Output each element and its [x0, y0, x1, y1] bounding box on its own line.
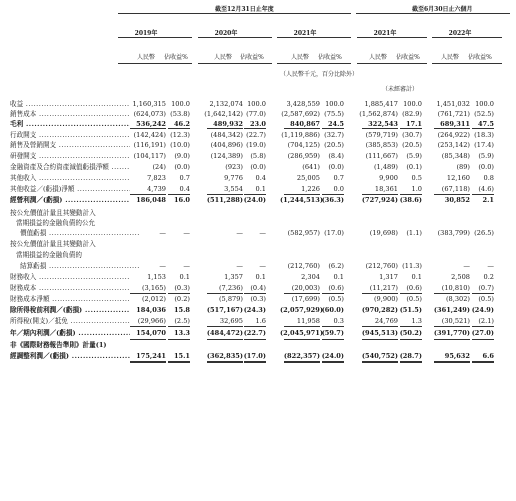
cell-amount: 1,153 [147, 273, 166, 281]
cell-amount: (212,760) [287, 262, 320, 270]
row-label: 財務成本 ..... [10, 284, 130, 293]
cell-amount: (30,521) [441, 317, 470, 325]
row-label: 當期損益的金融負債的 [16, 251, 82, 259]
row-label: 其他收益／(虧損)淨額 ..... [10, 185, 130, 194]
row-label: 金融資產及合約資產減值虧損淨額 ..... [10, 163, 130, 172]
cell-percentage: 15.8 [173, 306, 190, 314]
cell-amount: (67,118) [441, 185, 470, 193]
cell-amount: 4,739 [147, 185, 166, 193]
subtotal-rule [472, 361, 494, 363]
cell-amount: (3,165) [141, 284, 166, 292]
subtotal-rule [244, 293, 266, 294]
cell-percentage: — [259, 262, 266, 270]
cell-amount: 2,132,074 [209, 100, 243, 108]
cell-amount: 1,317 [379, 273, 398, 281]
subtotal-rule [244, 326, 266, 327]
cell-amount: (253,142) [437, 141, 470, 149]
year-header: 2019年 [134, 30, 158, 37]
period-header-interim: 截至6月30日止六個月 [412, 6, 473, 13]
cell-amount: — [159, 262, 166, 270]
column-header-pct: 佔收益% [468, 54, 492, 61]
subtotal-rule [322, 194, 344, 195]
cell-amount: (517,167) [206, 306, 243, 314]
column-header-pct: 佔收益% [240, 54, 264, 61]
row-label: 行政開支 ..... [10, 131, 130, 140]
subtotal-rule [434, 293, 470, 294]
cell-percentage: (24.0) [321, 352, 344, 360]
row-label: 按公允價值計量且其變動計入 [10, 209, 96, 217]
cell-amount: (540,752) [361, 352, 398, 360]
cell-percentage: 0.3 [333, 317, 344, 325]
column-header-pct: 佔收益% [164, 54, 188, 61]
year-header: 2021年 [373, 30, 397, 37]
cell-amount: (383,799) [437, 229, 470, 237]
cell-amount: (361,249) [433, 306, 470, 314]
cell-amount: 489,932 [213, 120, 243, 128]
cell-amount: (104,117) [133, 152, 166, 160]
cell-amount: 25,005 [296, 174, 320, 182]
cell-amount: (511,288) [206, 196, 243, 204]
cell-percentage: (24.9) [471, 306, 494, 314]
cell-amount: 2,304 [301, 273, 320, 281]
subtotal-rule [400, 339, 422, 340]
cell-percentage: (19.0) [246, 141, 266, 149]
subtotal-rule [130, 339, 166, 340]
cell-percentage: (5.8) [250, 152, 266, 160]
cell-percentage: (28.7) [399, 352, 422, 360]
column-header-rule [432, 63, 502, 64]
row-label: 結算虧損 ..... [20, 262, 140, 271]
cell-amount: 7,823 [147, 174, 166, 182]
cell-percentage: — [259, 229, 266, 237]
cell-percentage: (0.2) [174, 295, 190, 303]
row-label: 按公允價值計量且其變動計入 [10, 240, 96, 248]
subtotal-rule [130, 194, 166, 195]
cell-amount: 536,242 [136, 120, 166, 128]
column-header-pct: 佔收益% [396, 54, 420, 61]
cell-percentage: (82.9) [402, 110, 422, 118]
row-label: 所得稅(開支)／抵免 ..... [10, 317, 130, 326]
cell-amount: (582,957) [287, 229, 320, 237]
cell-amount: (362,835) [206, 352, 243, 360]
subtotal-rule [168, 293, 190, 294]
cell-percentage: (36.3) [321, 196, 344, 204]
subtotal-rule [362, 293, 398, 294]
cell-percentage: 1.6 [255, 317, 266, 325]
cell-percentage: (12.3) [170, 131, 190, 139]
cell-amount: (822,357) [283, 352, 320, 360]
cell-percentage: (20.5) [324, 141, 344, 149]
cell-percentage: (75.5) [324, 110, 344, 118]
cell-amount: (11,217) [369, 284, 398, 292]
cell-amount: 1,160,315 [132, 100, 166, 108]
subtotal-rule [168, 194, 190, 195]
cell-amount: (484,342) [210, 131, 243, 139]
cell-amount: — [236, 262, 243, 270]
cell-amount: (1,562,874) [359, 110, 398, 118]
cell-amount: (7,236) [218, 284, 243, 292]
cell-amount: (761,721) [437, 110, 470, 118]
subtotal-rule [130, 293, 166, 294]
cell-amount: 689,311 [440, 120, 470, 128]
cell-percentage: (30.7) [402, 131, 422, 139]
cell-amount: 30,852 [444, 196, 470, 204]
cell-percentage: (0.0) [328, 163, 344, 171]
subtotal-rule [472, 194, 494, 195]
row-label: 研發開支 ..... [10, 152, 130, 161]
cell-percentage: 0.1 [255, 185, 266, 193]
cell-percentage: (24.3) [243, 306, 266, 314]
cell-amount: (8,302) [445, 295, 470, 303]
cell-amount: (704,125) [287, 141, 320, 149]
cell-amount: (1,119,886) [281, 131, 320, 139]
cell-percentage: 17.1 [405, 120, 422, 128]
column-header-rmb: 人民幣 [440, 54, 460, 61]
cell-amount: 840,867 [290, 120, 320, 128]
cell-percentage: 23.0 [249, 120, 266, 128]
cell-percentage: (0.3) [174, 284, 190, 292]
row-label: 當期損益的金融負債的公允 [16, 219, 96, 227]
year-header: 2020年 [214, 30, 238, 37]
subtotal-rule [322, 361, 344, 363]
cell-percentage: (22.7) [243, 329, 266, 337]
row-label: 銷售成本 ..... [10, 110, 130, 119]
cell-amount: (85,348) [441, 152, 470, 160]
column-header-rule [118, 63, 192, 64]
row-label: 其他收入 ..... [10, 174, 130, 183]
cell-percentage: (50.2) [399, 329, 422, 337]
cell-amount: (970,282) [361, 306, 398, 314]
subtotal-rule [244, 361, 266, 363]
year-rule [118, 37, 192, 38]
subtotal-rule [434, 194, 470, 195]
row-label: 經營利潤／(虧損) ..... [10, 196, 130, 205]
cell-amount: (2,012) [141, 295, 166, 303]
cell-percentage: (0.0) [174, 163, 190, 171]
cell-amount: (24) [152, 163, 166, 171]
row-label: 價值虧損 ..... [20, 229, 140, 238]
cell-percentage: (2.1) [478, 317, 494, 325]
cell-percentage: (0.6) [328, 284, 344, 292]
cell-percentage: 15.1 [173, 352, 190, 360]
cell-amount: (212,760) [365, 262, 398, 270]
subtotal-rule [472, 339, 494, 340]
column-header-rmb: 人民幣 [368, 54, 388, 61]
column-header-rmb: 人民幣 [213, 54, 233, 61]
cell-amount: (385,853) [365, 141, 398, 149]
cell-percentage: 0.8 [483, 174, 494, 182]
cell-amount: (2,057,929) [280, 306, 323, 314]
cell-percentage: (22.7) [246, 131, 266, 139]
cell-amount: (264,922) [437, 131, 470, 139]
cell-percentage: (2.5) [174, 317, 190, 325]
row-label: 毛利 ..... [10, 120, 130, 129]
cell-amount: 154,070 [136, 329, 166, 337]
row-label: 收益 ..... [10, 100, 130, 109]
cell-percentage: (9.0) [174, 152, 190, 160]
cell-amount: 1,451,032 [436, 100, 470, 108]
cell-amount: 184,036 [136, 306, 166, 314]
cell-percentage: (4.6) [478, 185, 494, 193]
subtotal-rule [284, 194, 320, 195]
subtotal-rule [168, 361, 190, 363]
cell-percentage: 0.1 [255, 273, 266, 281]
subtotal-rule [207, 194, 243, 195]
year-header: 2022年 [448, 30, 472, 37]
cell-percentage: (32.7) [324, 131, 344, 139]
cell-percentage: 0.1 [179, 273, 190, 281]
row-label: 財務收入 ..... [10, 273, 130, 282]
row-label: 銷售及營銷開支 ..... [10, 141, 130, 150]
cell-amount: 322,543 [368, 120, 398, 128]
cell-percentage: 2.1 [482, 196, 494, 204]
cell-amount: 1,885,417 [364, 100, 398, 108]
cell-amount: (2,587,692) [281, 110, 320, 118]
subtotal-rule [362, 361, 398, 363]
column-header-rmb: 人民幣 [136, 54, 156, 61]
cell-percentage: (0.5) [328, 295, 344, 303]
cell-percentage: (8.4) [328, 152, 344, 160]
column-header-rule [277, 63, 351, 64]
cell-amount: (10,810) [441, 284, 470, 292]
cell-percentage: 0.0 [333, 185, 344, 193]
subtotal-rule [400, 194, 422, 195]
cell-percentage: 100.0 [247, 100, 266, 108]
cell-percentage: 100.0 [171, 100, 190, 108]
unit-note: （人民幣千元，百分比除外） [280, 71, 359, 78]
cell-percentage: (53.8) [170, 110, 190, 118]
year-rule [432, 37, 502, 38]
cell-amount: (89) [456, 163, 470, 171]
cell-amount: 3,428,559 [286, 100, 320, 108]
cell-amount: 12,160 [446, 174, 470, 182]
cell-percentage: — [487, 262, 494, 270]
cell-percentage: (27.0) [471, 329, 494, 337]
cell-amount: (19,698) [369, 229, 398, 237]
subtotal-rule [207, 326, 243, 327]
subtotal-rule [130, 326, 166, 327]
subtotal-rule [207, 293, 243, 294]
cell-percentage: (20.5) [402, 141, 422, 149]
cell-percentage: (0.3) [250, 295, 266, 303]
cell-amount: 175,241 [136, 352, 166, 360]
cell-amount: (391,770) [433, 329, 470, 337]
cell-percentage: 46.2 [173, 120, 190, 128]
cell-amount: (1,489) [373, 163, 398, 171]
cell-amount: (727,924) [361, 196, 398, 204]
year-rule [277, 37, 351, 38]
cell-percentage: (0.1) [406, 163, 422, 171]
subtotal-rule [322, 293, 344, 294]
cell-percentage: (51.5) [399, 306, 422, 314]
cell-percentage: 0.2 [483, 273, 494, 281]
cell-percentage: (59.7) [321, 329, 344, 337]
cell-percentage: 0.5 [411, 174, 422, 182]
cell-amount: (923) [225, 163, 243, 171]
cell-amount: (579,719) [365, 131, 398, 139]
subtotal-rule [207, 361, 243, 363]
cell-amount: — [159, 229, 166, 237]
subtotal-rule [284, 293, 320, 294]
subtotal-rule [130, 361, 166, 363]
cell-percentage: (52.5) [474, 110, 494, 118]
cell-percentage: (18.3) [474, 131, 494, 139]
cell-percentage: — [183, 262, 190, 270]
cell-percentage: (5.9) [406, 152, 422, 160]
cell-percentage: (17.0) [324, 229, 344, 237]
cell-percentage: (0.7) [478, 284, 494, 292]
cell-percentage: (0.0) [478, 163, 494, 171]
cell-percentage: (6.2) [328, 262, 344, 270]
column-header-rule [357, 63, 427, 64]
cell-percentage: (38.6) [399, 196, 422, 204]
subtotal-rule [400, 293, 422, 294]
cell-amount: (1,642,142) [204, 110, 243, 118]
cell-amount: (20,003) [291, 284, 320, 292]
cell-amount: (111,667) [365, 152, 398, 160]
cell-amount: 9,776 [224, 174, 243, 182]
period-rule-annual [118, 13, 351, 14]
cell-amount: (286,959) [287, 152, 320, 160]
cell-amount: 32,695 [219, 317, 243, 325]
cell-percentage: (17.0) [243, 352, 266, 360]
cell-amount: 2,508 [451, 273, 470, 281]
year-rule [357, 37, 427, 38]
cell-percentage: 100.0 [325, 100, 344, 108]
cell-amount: (124,389) [210, 152, 243, 160]
cell-amount: (624,073) [133, 110, 166, 118]
cell-amount: (142,424) [133, 131, 166, 139]
cell-percentage: (0.5) [478, 295, 494, 303]
cell-percentage: (0.0) [250, 163, 266, 171]
cell-percentage: (0.6) [406, 284, 422, 292]
cell-amount: 95,632 [444, 352, 470, 360]
cell-percentage: (1.1) [406, 229, 422, 237]
cell-percentage: 100.0 [403, 100, 422, 108]
cell-amount: — [236, 229, 243, 237]
subtotal-rule [244, 194, 266, 195]
column-header-rule [198, 63, 272, 64]
cell-amount: 186,048 [136, 196, 166, 204]
period-rule-interim [356, 13, 510, 14]
row-label: 財務成本淨額 ..... [10, 295, 130, 304]
cell-amount: — [463, 262, 470, 270]
subtotal-rule [400, 361, 422, 363]
subtotal-rule [207, 339, 243, 340]
cell-amount: (29,966) [137, 317, 166, 325]
cell-percentage: — [183, 229, 190, 237]
column-header-rmb: 人民幣 [290, 54, 310, 61]
cell-percentage: 0.1 [411, 273, 422, 281]
subtotal-rule [400, 326, 422, 327]
cell-percentage: 0.7 [333, 174, 344, 182]
subtotal-rule [434, 339, 470, 340]
unaudited-note: （未經審計） [382, 86, 419, 93]
cell-percentage: (0.4) [250, 284, 266, 292]
subtotal-rule [434, 326, 470, 327]
cell-percentage: (26.5) [474, 229, 494, 237]
cell-amount: (484,472) [206, 329, 243, 337]
subtotal-rule [362, 326, 398, 327]
cell-percentage: (10.0) [170, 141, 190, 149]
cell-amount: (404,896) [210, 141, 243, 149]
subtotal-rule [284, 326, 320, 327]
subtotal-rule [284, 339, 320, 340]
subtotal-rule [284, 361, 320, 363]
subtotal-rule [362, 339, 398, 340]
period-header-annual: 截至12月31日止年度 [215, 6, 274, 13]
cell-percentage: (11.3) [402, 262, 422, 270]
row-label: 非《國際財務報告準則》計量(1) [10, 341, 107, 349]
subtotal-rule [244, 339, 266, 340]
subtotal-rule [472, 326, 494, 327]
cell-percentage: (0.5) [406, 295, 422, 303]
cell-percentage: 100.0 [475, 100, 494, 108]
cell-percentage: 47.5 [477, 120, 494, 128]
subtotal-rule [434, 361, 470, 363]
cell-percentage: 1.0 [411, 185, 422, 193]
row-label: 年／期內利潤／(虧損) ..... [10, 329, 130, 338]
cell-amount: 18,361 [374, 185, 398, 193]
cell-amount: 3,554 [224, 185, 243, 193]
cell-amount: (641) [302, 163, 320, 171]
cell-percentage: (60.0) [321, 306, 344, 314]
cell-percentage: (77.0) [246, 110, 266, 118]
cell-percentage: 16.0 [173, 196, 190, 204]
subtotal-rule [362, 194, 398, 195]
column-header-pct: 佔收益% [318, 54, 342, 61]
cell-amount: 24,769 [374, 317, 398, 325]
subtotal-rule [168, 326, 190, 327]
cell-percentage: 0.4 [255, 174, 266, 182]
cell-percentage: 1.3 [411, 317, 422, 325]
cell-amount: 1,357 [224, 273, 243, 281]
row-label: 經調整利潤／(虧損) ..... [10, 352, 130, 361]
cell-amount: 11,958 [296, 317, 320, 325]
cell-amount: (945,513) [361, 329, 398, 337]
cell-percentage: 6.6 [482, 352, 494, 360]
row-label: 除所得稅前利潤／(虧損) ..... [10, 306, 130, 315]
cell-percentage: 0.1 [333, 273, 344, 281]
cell-amount: (17,699) [291, 295, 320, 303]
cell-percentage: 0.7 [179, 174, 190, 182]
subtotal-rule [322, 326, 344, 327]
cell-amount: 9,900 [379, 174, 398, 182]
year-header: 2021年 [293, 30, 317, 37]
cell-amount: (5,879) [218, 295, 243, 303]
cell-amount: (2,045,971) [280, 329, 323, 337]
cell-amount: (9,900) [373, 295, 398, 303]
cell-percentage: (17.4) [474, 141, 494, 149]
subtotal-rule [322, 339, 344, 340]
cell-percentage: (5.9) [478, 152, 494, 160]
cell-percentage: (24.0) [243, 196, 266, 204]
subtotal-rule [472, 293, 494, 294]
cell-percentage: 13.3 [173, 329, 190, 337]
cell-amount: (116,191) [133, 141, 166, 149]
cell-amount: 1,226 [301, 185, 320, 193]
cell-percentage: 0.4 [179, 185, 190, 193]
cell-percentage: 24.5 [327, 120, 344, 128]
cell-amount: (1,244,513) [280, 196, 323, 204]
subtotal-rule [168, 339, 190, 340]
year-rule [198, 37, 272, 38]
